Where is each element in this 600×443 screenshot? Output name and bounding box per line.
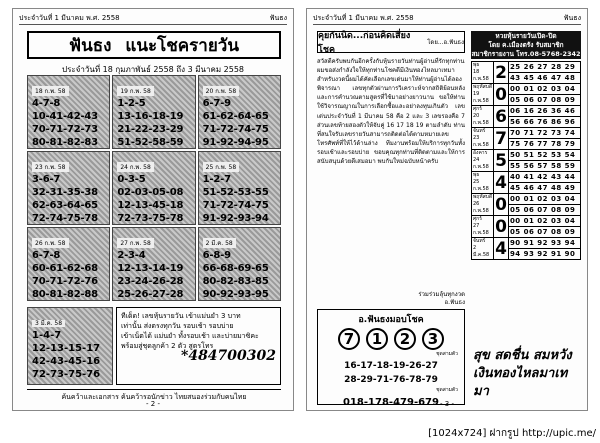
cell-number-line: 4-7-8 xyxy=(32,98,61,109)
row-date-line: จันทร์ xyxy=(473,238,486,244)
cell-number-line: 91-92-93-94 xyxy=(202,213,269,224)
cell-number-line: 66-68-69-65 xyxy=(202,263,269,274)
slogan-line: เงินทองไหลมาเทมา xyxy=(473,366,568,399)
row-main-digit: 7 xyxy=(495,128,507,149)
signature-line: อ.ฟันธง xyxy=(444,299,465,306)
right-page-number: - 3 - xyxy=(440,400,454,408)
row-date-line: 19 ก.พ.58 xyxy=(473,91,489,104)
article-title: คุยกันนิด...ก่อนคิดเสี่ยงโชค xyxy=(318,31,411,55)
cell-number-line: 91-92-94-95 xyxy=(202,137,269,148)
row-date-line: 26 ก.พ.58 xyxy=(473,201,489,214)
table-header-line: สมาชิกรายงาน โทร.08-5768-2342 xyxy=(471,50,581,58)
row-numbers: 00 01 02 03 04 xyxy=(508,194,580,205)
row-numbers: 94 93 92 91 90 xyxy=(508,249,580,260)
row-date-line: 24 ก.พ.58 xyxy=(473,157,489,170)
daily-number-table xyxy=(471,61,581,260)
promo-cell-line: 12-13-15-17 xyxy=(32,343,101,354)
cell-number-line: 80-82-83-85 xyxy=(202,276,269,287)
cell-number-line: 71-72-74-75 xyxy=(202,200,269,211)
row-numbers: 40 41 42 43 44 xyxy=(508,172,580,183)
right-header-brand: ฟันธง xyxy=(563,14,581,22)
cell-date: 24 ก.พ. 58 xyxy=(117,162,154,172)
row-date xyxy=(472,62,494,84)
number-cell xyxy=(27,75,110,149)
row-numbers: 05 06 07 08 09 xyxy=(508,95,580,106)
number-grid xyxy=(27,75,281,301)
cell-number-line: 80-81-82-83 xyxy=(32,137,98,148)
slogan xyxy=(473,347,581,401)
promo-cell-date: 3 มี.ค. 58 xyxy=(32,320,65,327)
table-row xyxy=(472,194,581,205)
cell-number-line: 70-71-72-76 xyxy=(32,276,98,287)
slogan-line: สุข สดชื่น สมหวัง xyxy=(473,348,572,363)
row-date-line: พฤหัสบดี xyxy=(473,194,493,200)
row-main-digit: 6 xyxy=(495,106,507,127)
promo-phone: *484700302 xyxy=(181,348,276,364)
row-numbers: 70 71 72 73 74 xyxy=(508,128,580,139)
cell-number-line: 32-31-35-38 xyxy=(32,187,98,198)
promo-line: ทีเด็ด! เลขหุ้นรายวัน เข้าแม่นยำ 3 บาท xyxy=(121,312,241,320)
cell-number-line: 02-03-05-08 xyxy=(117,187,184,198)
row-numbers: 56 66 76 86 96 xyxy=(508,117,580,128)
row-date xyxy=(472,172,494,194)
number-cell xyxy=(112,227,195,301)
cell-number-line: 6-8-9 xyxy=(202,250,231,261)
lucky-digit-circle: 1 xyxy=(366,328,388,350)
row-date-line: จันทร์ xyxy=(473,128,486,134)
row-numbers: 90 91 92 93 94 xyxy=(508,238,580,249)
row-main-digit: 2 xyxy=(495,62,507,83)
cell-date: 19 ก.พ. 58 xyxy=(117,86,154,96)
table-row xyxy=(472,150,581,161)
row-numbers: 50 51 52 53 54 xyxy=(508,150,580,161)
row-main-digit: 0 xyxy=(495,194,507,215)
row-date-line: ศุกร์ xyxy=(473,106,482,112)
lucky-digit-circle: 2 xyxy=(394,328,416,350)
banner-tagline: แนะโชครายวัน xyxy=(125,35,239,56)
cell-number-line: 51-52-58-59 xyxy=(117,137,184,148)
row-date xyxy=(472,238,494,260)
lucky-circles xyxy=(318,328,464,350)
cell-date: 27 ก.พ. 58 xyxy=(117,238,154,248)
date-range: ประจำวันที่ 18 กุมภาพันธ์ 2558 ถึง 3 มีนาคม 2558 xyxy=(62,65,244,74)
cell-number-line: 10-41-42-43 xyxy=(32,111,98,122)
cell-number-line: 13-16-18-19 xyxy=(117,111,184,122)
row-date-line: พุธ xyxy=(473,172,480,178)
row-date-line: ศุกร์ xyxy=(473,216,482,222)
cell-number-line: 62-63-64-65 xyxy=(32,200,98,211)
row-main-digit: 0 xyxy=(495,216,507,237)
cell-number-line: 1-2-7 xyxy=(202,174,231,185)
cell-number-line: 71-72-74-75 xyxy=(202,124,269,135)
cell-number-line: 80-81-82-88 xyxy=(32,289,98,300)
cell-number-line: 12-13-45-18 xyxy=(117,200,184,211)
banner-brand: ฟันธง xyxy=(69,35,112,56)
table-row xyxy=(472,238,581,249)
cell-number-line: 23-24-26-28 xyxy=(117,276,184,287)
cell-number-line: 60-61-62-68 xyxy=(32,263,98,274)
row-date-line: 23 ก.พ.58 xyxy=(473,135,489,148)
cell-date: 25 ก.พ. 58 xyxy=(203,162,240,172)
cell-number-line: 12-13-14-19 xyxy=(117,263,184,274)
number-cell xyxy=(198,75,281,149)
promo-line: เข้าเน็ตได้ แม่นยำ ทั้งรอบเช้า และบ่ายมาซิคะ xyxy=(121,332,259,340)
image-host-watermark: [1024x724] ฝากรูป http://upic.me/ xyxy=(428,428,596,439)
promo-cell-line: 1-4-7 xyxy=(32,330,62,341)
article-title-box xyxy=(317,31,465,53)
cell-date: 26 ก.พ. 58 xyxy=(32,238,69,248)
row-date-line: 18 ก.พ.58 xyxy=(473,69,489,82)
row-numbers: 00 01 02 03 04 xyxy=(508,84,580,95)
table-row xyxy=(472,62,581,73)
promo-line: เท่านั้น ส่งตรงทุกวัน รอบเช้า รอบบ่าย xyxy=(121,322,234,330)
lucky-digit-circle: 3 xyxy=(422,328,444,350)
row-main-digit: 4 xyxy=(495,238,507,259)
row-numbers: 00 01 02 03 04 xyxy=(508,216,580,227)
promo-line: พร้อมสู่ชุดลูกค้า 2 ตัว สูตรโทร xyxy=(121,342,214,350)
row-date-line: 20 ก.พ.58 xyxy=(473,113,489,126)
row-date xyxy=(472,106,494,128)
lucky-pairs-line: 28-29-71-76-78-79 xyxy=(344,375,438,385)
right-page xyxy=(306,8,588,411)
left-footer: ค้นคว้าและเอกสาร ค้นคว้ารอนักข่าว ไทยสนองร่วมกับคนไทย xyxy=(27,389,281,403)
article-author: โดย...อ.ฟันธง xyxy=(427,39,465,46)
row-date xyxy=(472,128,494,150)
cell-number-line: 70-71-72-73 xyxy=(32,124,98,135)
cell-date: 2 มี.ค. 58 xyxy=(203,238,236,248)
row-numbers: 45 46 47 48 49 xyxy=(508,183,580,194)
row-numbers: 25 26 27 28 29 xyxy=(508,62,580,73)
number-cell xyxy=(112,75,195,149)
row-numbers: 75 76 77 78 79 xyxy=(508,139,580,150)
signature-line: ร่วมร่วมลุ้นทุกงวด xyxy=(418,291,465,298)
cell-number-line: 2-3-4 xyxy=(117,250,146,261)
lucky-box-label: ชุดสามตัว xyxy=(436,351,458,357)
right-header-date: ประจำวันที่ 1 มีนาคม พ.ศ. 2558 xyxy=(313,14,414,22)
cell-number-line: 1-2-5 xyxy=(117,98,146,109)
promo-section xyxy=(27,307,281,385)
row-numbers: 06 16 26 36 46 xyxy=(508,106,580,117)
table-row xyxy=(472,216,581,227)
row-main-digit: 5 xyxy=(495,150,507,171)
row-date xyxy=(472,150,494,172)
row-date-line: 27 ก.พ.58 xyxy=(473,223,489,236)
row-date-line: อังคาร xyxy=(473,150,488,156)
row-date xyxy=(472,84,494,106)
table-header-line: หวยหุ้นรายวันเปิด-ปิด xyxy=(495,32,557,40)
row-numbers: 55 56 57 58 59 xyxy=(508,161,580,172)
cell-number-line: 21-22-23-29 xyxy=(117,124,184,135)
table-row xyxy=(472,172,581,183)
left-header-date: ประจำวันที่ 1 มีนาคม พ.ศ. 2558 xyxy=(19,14,120,22)
cell-number-line: 72-73-75-78 xyxy=(117,213,184,224)
table-row xyxy=(472,128,581,139)
left-page-number: - 2 - xyxy=(146,400,160,408)
cell-date: 20 ก.พ. 58 xyxy=(203,86,240,96)
lucky-digit-circle: 7 xyxy=(338,328,360,350)
promo-cell-line: 42-43-45-16 xyxy=(32,356,101,367)
cell-date: 18 ก.พ. 58 xyxy=(32,86,69,96)
cell-number-line: 61-62-64-65 xyxy=(202,111,269,122)
promo-number-cell xyxy=(27,307,113,385)
promo-ad xyxy=(116,307,281,385)
row-date-line: พฤหัสบดี xyxy=(473,84,493,90)
left-page-header xyxy=(19,13,287,25)
article-signature xyxy=(317,291,465,307)
right-page-header xyxy=(313,13,581,25)
cell-date: 23 ก.พ. 58 xyxy=(32,162,69,172)
row-date xyxy=(472,194,494,216)
row-numbers: 43 45 46 47 48 xyxy=(508,73,580,84)
cell-number-line: 25-26-27-28 xyxy=(117,289,184,300)
number-cell xyxy=(198,227,281,301)
cell-number-line: 72-74-75-78 xyxy=(32,213,98,224)
article-body: สวัสดีครับพบกันอีกครั้งกับหุ้นรายวันท่านผู้อ่านที่รักทุกท่าน ผมขอส่งกำลังใจให้ทุกท่านโชคดีมีเงินทองไหลมาเทมา สำหรับงวดนี้ผมได้คัดเลือกเลขเด่นมาให้ท่านผู้อ่านได้ลองพิจารณา เลขทุกตัวผ่านการวิเคราะห์จากสถิติย้อนหลังและการคำนวณตามสูตรที่ใช้มาอย่างยาวนาน ขอให้ท่านใช้วิจารณญาณในการเลือกซื้อและอย่าลงทุนเกินตัว เลขเด่นประจำวันที่ 1 มีนาคม 58 คือ 2 และ 3 เลขรองคือ 7 ส่วนเลขท้ายสองตัวให้จับคู่ 16 17 18 19 ตามลำดับ ท่านที่สนใจรับเลขรายวันสามารถติดต่อได้ตามหมายเลขโทรศัพท์ที่ให้ไว้ด้านล่าง ทีมงานพร้อมให้บริการทุกวันทั้งรอบเช้าและรอบบ่าย ขอบคุณทุกท่านที่ติดตามและให้การสนับสนุนด้วยดีเสมอมา พบกันใหม่ฉบับหน้าครับ xyxy=(317,58,465,166)
number-cell xyxy=(112,151,195,225)
lucky-box-label: ชุดสามตัว xyxy=(436,387,458,393)
row-date-line: 25 ก.พ.58 xyxy=(473,179,489,192)
table-header xyxy=(471,31,581,59)
row-date-line: 2 มี.ค.58 xyxy=(473,245,490,258)
row-numbers: 05 06 07 08 09 xyxy=(508,205,580,216)
row-date xyxy=(472,216,494,238)
left-header-brand: ฟันธง xyxy=(269,14,287,22)
cell-number-line: 90-92-93-95 xyxy=(202,289,269,300)
cell-number-line: 6-7-9 xyxy=(202,98,231,109)
number-cell xyxy=(198,151,281,225)
table-row xyxy=(472,106,581,117)
lucky-pairs-line: 16-17-18-19-26-27 xyxy=(344,361,438,371)
row-numbers: 05 06 07 08 09 xyxy=(508,227,580,238)
cell-number-line: 51-52-53-55 xyxy=(202,187,269,198)
row-main-digit: 0 xyxy=(495,84,507,105)
lucky-phone: 018-178-479-679 xyxy=(343,397,439,408)
cell-number-line: 6-7-8 xyxy=(32,250,61,261)
table-header-line: โดย ค.เมืองตรัง รับสมาชิก xyxy=(488,41,564,49)
lucky-box-title: อ.ฟันธงมอบโชค xyxy=(358,315,424,325)
row-date-line: พุธ xyxy=(473,62,480,68)
left-banner xyxy=(27,31,281,59)
number-cell xyxy=(27,151,110,225)
lucky-number-box xyxy=(317,309,465,408)
cell-number-line: 0-3-5 xyxy=(117,174,146,185)
table-row xyxy=(472,84,581,95)
promo-cell-line: 72-73-75-76 xyxy=(32,369,101,380)
row-main-digit: 4 xyxy=(495,172,507,193)
cell-number-line: 3-6-7 xyxy=(32,174,61,185)
left-page xyxy=(12,8,294,411)
number-cell xyxy=(27,227,110,301)
